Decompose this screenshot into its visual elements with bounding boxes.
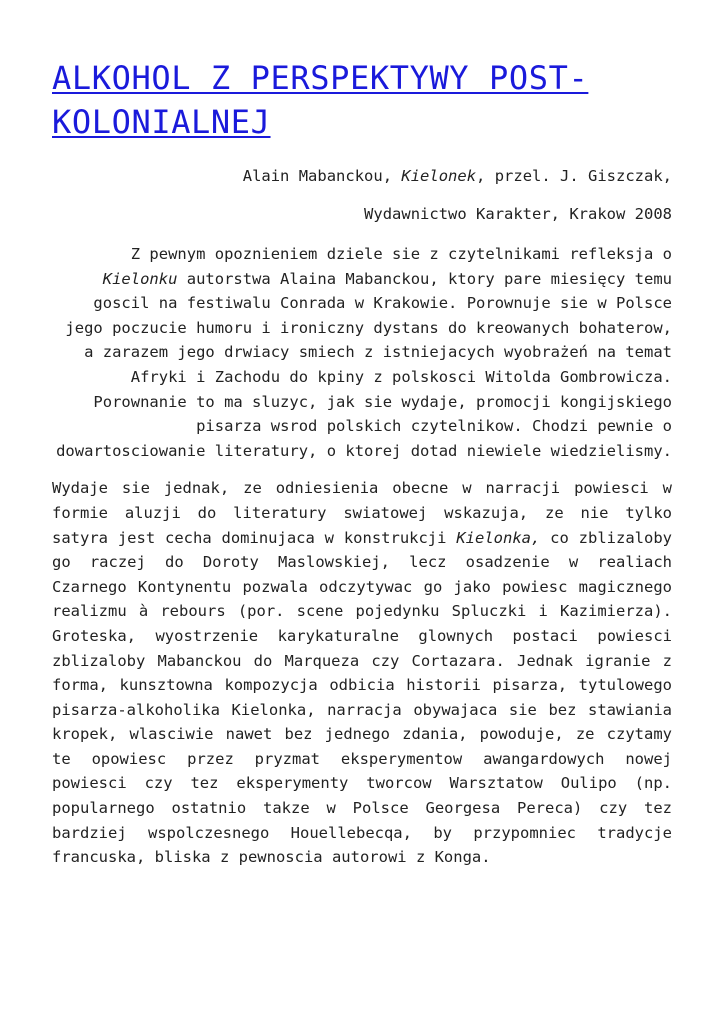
lead-rest: autorstwa Alaina Mabanckou, ktory pare miesięcy temu goscil na festiwalu Conrada w Krakowie. Porownuje sie w Polsce jego poczucie humoru i ironiczny dystans do kreowanych bohaterow, a zarazem jego drwiacy smiech z istniejacych wyobrażeń na temat Afryki i Zachodu do kpiny z polskosci Witolda Gombrowicza. Porownanie to ma sluzyc, jak sie wydaje, promocji kongijskiego pisarza wsrod polskich czytelnikow. Chodzi pewnie o dowartosciowanie literatury, o ktorej dotad niewiele wiedzielismy. [56,269,672,460]
lead-book-title: Kielonku [102,269,178,288]
article-title [52,56,672,144]
body-book-title: Kielonka, [456,528,541,547]
body-paragraph [52,476,672,870]
body-part-1: Wydaje sie jednak, ze odniesienia obecne w narracji powiesci w formie aluzji do literatury swiatowej wskazuja, ze nie tylko satyra jest cecha dominujaca w konstrukcji [52,479,672,547]
author-name: Alain Mabanckou, [242,167,402,185]
article-title-link[interactable]: ALKOHOL Z PERSPEKTYWY POST-KOLONIALNEJ [52,59,589,141]
body-part-2: co zblizaloby go raczej do Doroty Maslowskiej, lecz osadzenie w realiach Czarnego Kontynentu pozwala odczytywac go jako powiesc magicznego realizmu à rebours (por. scene pojedynku Spluczki i Kazimierza). Groteska, wyostrzenie karykaturalne glownych postaci powiesci zblizaloby Mabanckou do Marqueza czy Cortazara. Jednak igranie z forma, kunsztowna kompozycja odbicia historii pisarza, tytulowego pisarza-alkoholika Kielonka, narracja obywajaca sie bez stawiania kropek, wlasciwie nawet bez jednego zdania, powoduje, ze czytamy te opowiesc przez pryzmat eksperymentow awangardowych nowej powiesci czy tez eksperymenty tworcow Warsztatow Oulipo (np. popularnego ostatnio takze w Polsce Georgesa Pereca) czy tez bardziej wspolczesnego Houellebecqa, by przypomniec tradycje francuska, bliska z pewnoscia autorowi z Konga. [52,528,672,867]
book-title: Kielonek [401,167,477,185]
book-info-line [52,166,672,186]
lead-paragraph [52,242,672,463]
publisher-line: Wydawnictwo Karakter, Krakow 2008 [364,205,672,223]
translator-info: , przel. J. Giszczak, [476,167,672,185]
article [52,56,672,870]
lead-intro: Z pewnym opoznieniem dziele sie z czytelnikami refleksja o [130,245,672,263]
